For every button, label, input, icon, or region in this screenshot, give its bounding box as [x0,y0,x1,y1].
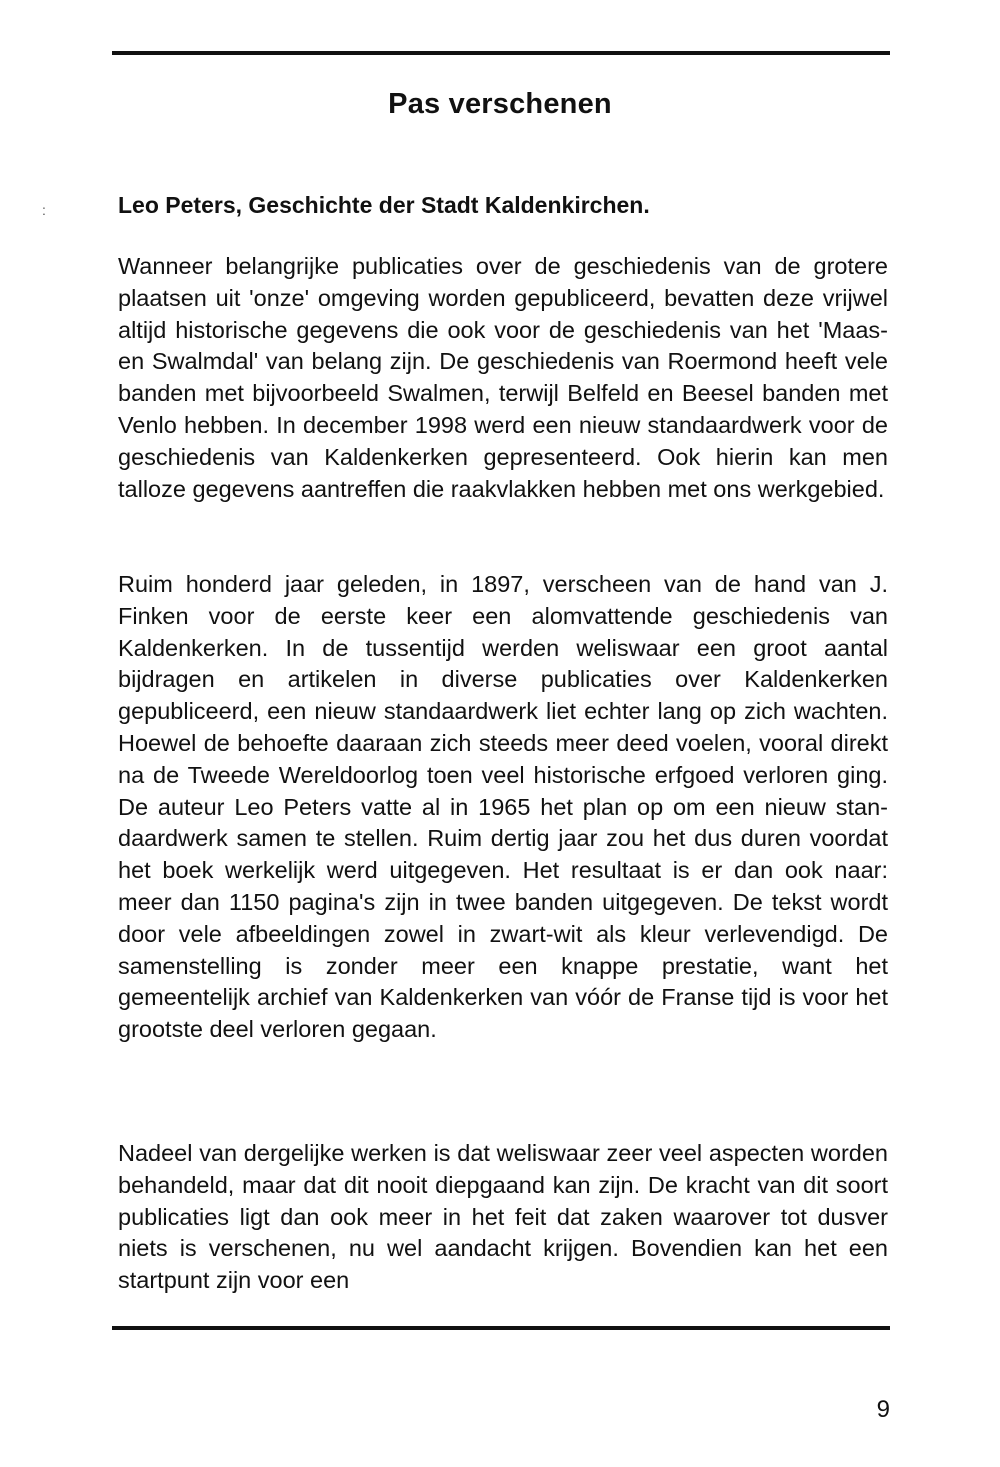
article-paragraph-3: Nadeel van dergelijke werken is dat weliswaar zeer veel aspecten worden behandeld, maar dat dit nooit diepgaand kan zijn. De kracht van dit soort publicaties ligt dan ook meer in het feit dat zaken waarover tot dusver niets is verschenen, nu wel aandacht krijgen. Bovendien kan het een startpunt zijn voor een [118,1140,888,1294]
top-rule [112,51,890,55]
article-subtitle: Leo Peters, Geschichte der Stadt Kaldenkirchen. [118,192,650,218]
article-paragraph-2: Ruim honderd jaar geleden, in 1897, verscheen van de hand van J. Finken voor de eerste keer een alomvattende geschiedenis van Kaldenkerken. In de tussentijd werden weliswaar een groot aantal bijdragen en artikelen in diverse publicaties over Kaldenkerken gepubliceerd, een nieuw standaardwerk liet echter lang op zich wachten. Hoewel de behoefte daaraan zich steeds meer deed voelen, vooral direkt na de Tweede Wereldoorlog toen veel historische erfgoed verloren ging. De auteur Leo Peters vatte al in 1965 het plan op om een nieuw standaardwerk samen te stellen. Ruim dertig jaar zou het dus duren voordat het boek werkelijk werd uitgegeven. Het resultaat is er dan ook naar: meer dan 1150 pagina's zijn in twee banden uitgegeven. De tekst wordt door vele afbeeldingen zowel in zwart-wit als kleur verlevendigd. De samenstelling is zonder meer een knappe prestatie, want het gemeentelijk archief van Kaldenkerken van vóór de Franse tijd is voor het grootste deel verloren gegaan. [118,571,888,1043]
article-paragraph-1: Wanneer belangrijke publicaties over de geschiedenis van de grotere plaatsen uit 'onze' omgeving worden gepubliceerd, bevatten deze vrijwel altijd historische gegevens die ook voor de geschiedenis van het 'Maas- en Swalmdal' van belang zijn. De geschiedenis van Roermond heeft vele banden met bijvoorbeeld Swalmen, terwijl Belfeld en Beesel banden met Venlo hebben. In december 1998 werd een nieuw standaardwerk voor de geschiedenis van Kaldenkerken gepresenteerd. Ook hierin kan men talloze gegevens aantreffen die raakvlakken hebben met ons werkgebied. [118,253,888,502]
margin-mark: : [42,202,46,218]
page-number: 9 [876,1396,890,1423]
bottom-rule [112,1326,890,1330]
page-title: Pas verschenen [388,88,612,120]
